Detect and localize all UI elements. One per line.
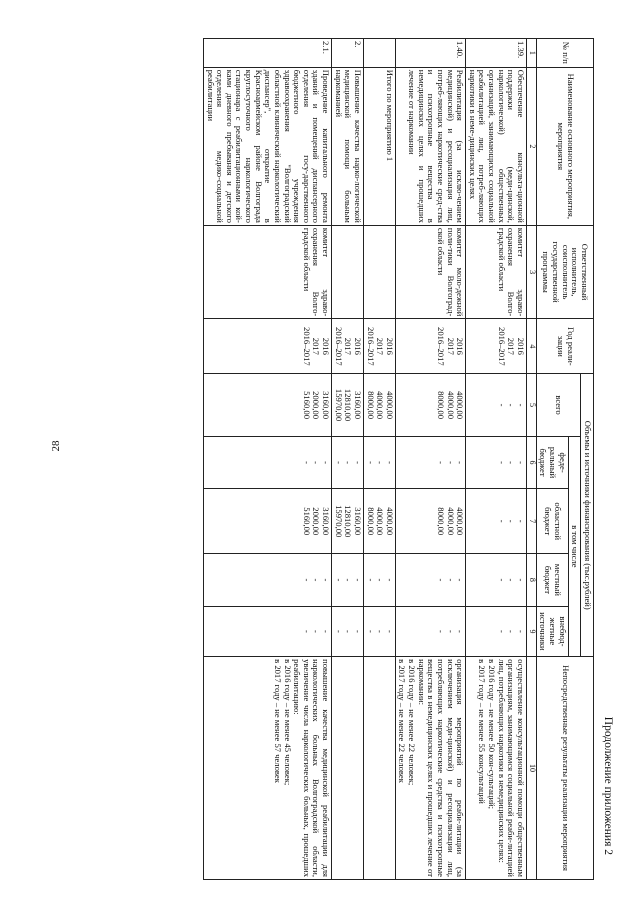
continuation-title: Продолжение приложения 2	[602, 716, 614, 855]
row-responsible: комитет моло-дежной поли-тики Волгоград-ской области	[395, 225, 465, 318]
row-name: Проведение капитального ремонта зданий и помещений диспансерного отделения госу-дарственного бюджетного учреждения здравоохранения "Волгоградский областной клинический наркологический диспансер", открытие в Красноармейском районе Волгограда круглосуточного наркологического стационара с реабилитационными кой-ками дневного пребывания и детского отделения медико-социальной реабилитации	[203, 67, 331, 225]
header-name: Наименование основного мероприятия, мероприятия	[536, 67, 593, 225]
row-name: Итого по мероприятию 1	[363, 67, 395, 225]
row-extra: - - -	[395, 606, 465, 656]
row-result: осуществление консультационной помощи общественным организациям, занимающимся социальной реаби-литацией лиц, потребляющих наркотики в немедицинских целях: в 2016 году – не менее 50 кон-сультаций; в 2017 году – не менее 55 консультаций	[466, 657, 527, 880]
header-extra: внебюд-жетные источники	[536, 606, 568, 656]
col-number: 3	[526, 225, 536, 318]
table-row	[203, 39, 331, 880]
row-federal: - - -	[363, 436, 395, 489]
row-regional: 3160,00 2000,00 5160,00	[203, 489, 331, 554]
col-number: 5	[526, 374, 536, 436]
row-extra: - - -	[363, 606, 395, 656]
col-number: 10	[526, 657, 536, 880]
header-total: всего	[536, 374, 581, 436]
row-total: 4000,00 4000,00 8000,00	[363, 374, 395, 436]
row-name: Обеспечение консульта-ционной поддержки (меди-цинской, наркологической) общественных организаций, занимающихся социальной реабилитацией лиц, потреб-ляющих наркотики в немe-дицинских целях	[466, 67, 527, 225]
col-number: 6	[526, 436, 536, 489]
row-number: 2.	[332, 39, 364, 68]
row-years: 2016 2017 2016–2017	[332, 319, 364, 374]
row-extra: - - -	[466, 606, 527, 656]
row-total: 4000,00 4000,00 8000,00	[395, 374, 465, 436]
row-federal: - - -	[203, 436, 331, 489]
row-total: 3160,00 2000,00 5160,00	[203, 374, 331, 436]
header-local: местный бюджет	[536, 554, 568, 607]
col-number: 4	[526, 319, 536, 374]
header-federal: феде-ральный бюджет	[536, 436, 568, 489]
row-name: Повышение качества нарко-логической медицинской помощи больным наркоманией	[332, 67, 364, 225]
row-number: 2.1.	[203, 39, 331, 68]
row-responsible: комитет здраво-охранения Волго-градской области	[203, 225, 331, 318]
col-number: 7	[526, 489, 536, 554]
program-table	[203, 38, 594, 880]
table-row	[395, 39, 465, 880]
row-number: 1.39.	[466, 39, 527, 68]
table-row	[466, 39, 527, 880]
header-year: Год реали-зации	[536, 319, 593, 374]
row-responsible: комитет здраво-охранения Волго-градской области	[466, 225, 527, 318]
col-number: 2	[526, 67, 536, 225]
table-row-total	[363, 39, 395, 880]
row-years: 2016 2017 2016–2017	[395, 319, 465, 374]
header-regional: областной бюджет	[536, 489, 568, 554]
row-regional: 3160,00 12810,00 15970,00	[332, 489, 364, 554]
row-local: - - -	[466, 554, 527, 607]
col-number: 9	[526, 606, 536, 656]
row-extra: - - -	[203, 606, 331, 656]
row-responsible	[363, 225, 395, 318]
row-federal: - - -	[466, 436, 527, 489]
row-total: - - -	[466, 374, 527, 436]
row-name: Реабилитация (за исклю-чением медицинской) и ресоциализация лиц, потреб-ляющих наркотические сред-ства и психотропные вещества в немедицинских целях и прошедших лечение от наркомании	[395, 67, 465, 225]
row-number	[363, 39, 395, 68]
col-number: 8	[526, 554, 536, 607]
row-years: 2016 2017 2016–2017	[203, 319, 331, 374]
row-years: 2016 2017 2016–2017	[466, 319, 527, 374]
row-federal: - - -	[395, 436, 465, 489]
row-result	[363, 657, 395, 880]
row-local: - - -	[395, 554, 465, 607]
row-result: повышение качества медицинской реабилитации для наркологических больных Волгоградской области, увеличение числа наркологических больных, прошедших реабилитацию: в 2016 году – не менее 45 человек; в 2017 году – не менее 57 человек	[203, 657, 331, 880]
page-number: 28	[50, 440, 62, 452]
row-total: 3160,00 12810,00 15970,00	[332, 374, 364, 436]
row-regional: 4000,00 4000,00 8000,00	[363, 489, 395, 554]
row-responsible	[332, 225, 364, 318]
header-results: Непосредственные результаты реализации мероприятия	[536, 657, 593, 880]
header-volumes: Объемы и источники финансирования (тыс.рублей)	[581, 374, 594, 657]
row-regional: - - -	[466, 489, 527, 554]
row-number: 1.40.	[395, 39, 465, 68]
header-no: № п/п	[536, 39, 593, 68]
table-row	[332, 39, 364, 880]
row-local: - - -	[203, 554, 331, 607]
col-number: 1	[526, 39, 536, 68]
header-including: в том числе	[568, 436, 581, 656]
row-local: - - -	[332, 554, 364, 607]
row-result: организация мероприятий по реаби-литации (за исключением меди-цинской) и ресоциализации лиц, потребляющих наркотические средства и психотропные вещества в немедицинских целях и прошедших лечение от наркомании: в 2016 году – не менее 22 человек; в 2017 году – не менее 22 человек	[395, 657, 465, 880]
row-local: - - -	[363, 554, 395, 607]
row-regional: 4000,00 4000,00 8000,00	[395, 489, 465, 554]
row-federal: - - -	[332, 436, 364, 489]
row-years: 2016 2017 2016–2017	[363, 319, 395, 374]
row-result	[332, 657, 364, 880]
row-extra: - - -	[332, 606, 364, 656]
header-responsible: Ответственный исполнитель, соисполнитель государственной программы	[536, 225, 593, 318]
